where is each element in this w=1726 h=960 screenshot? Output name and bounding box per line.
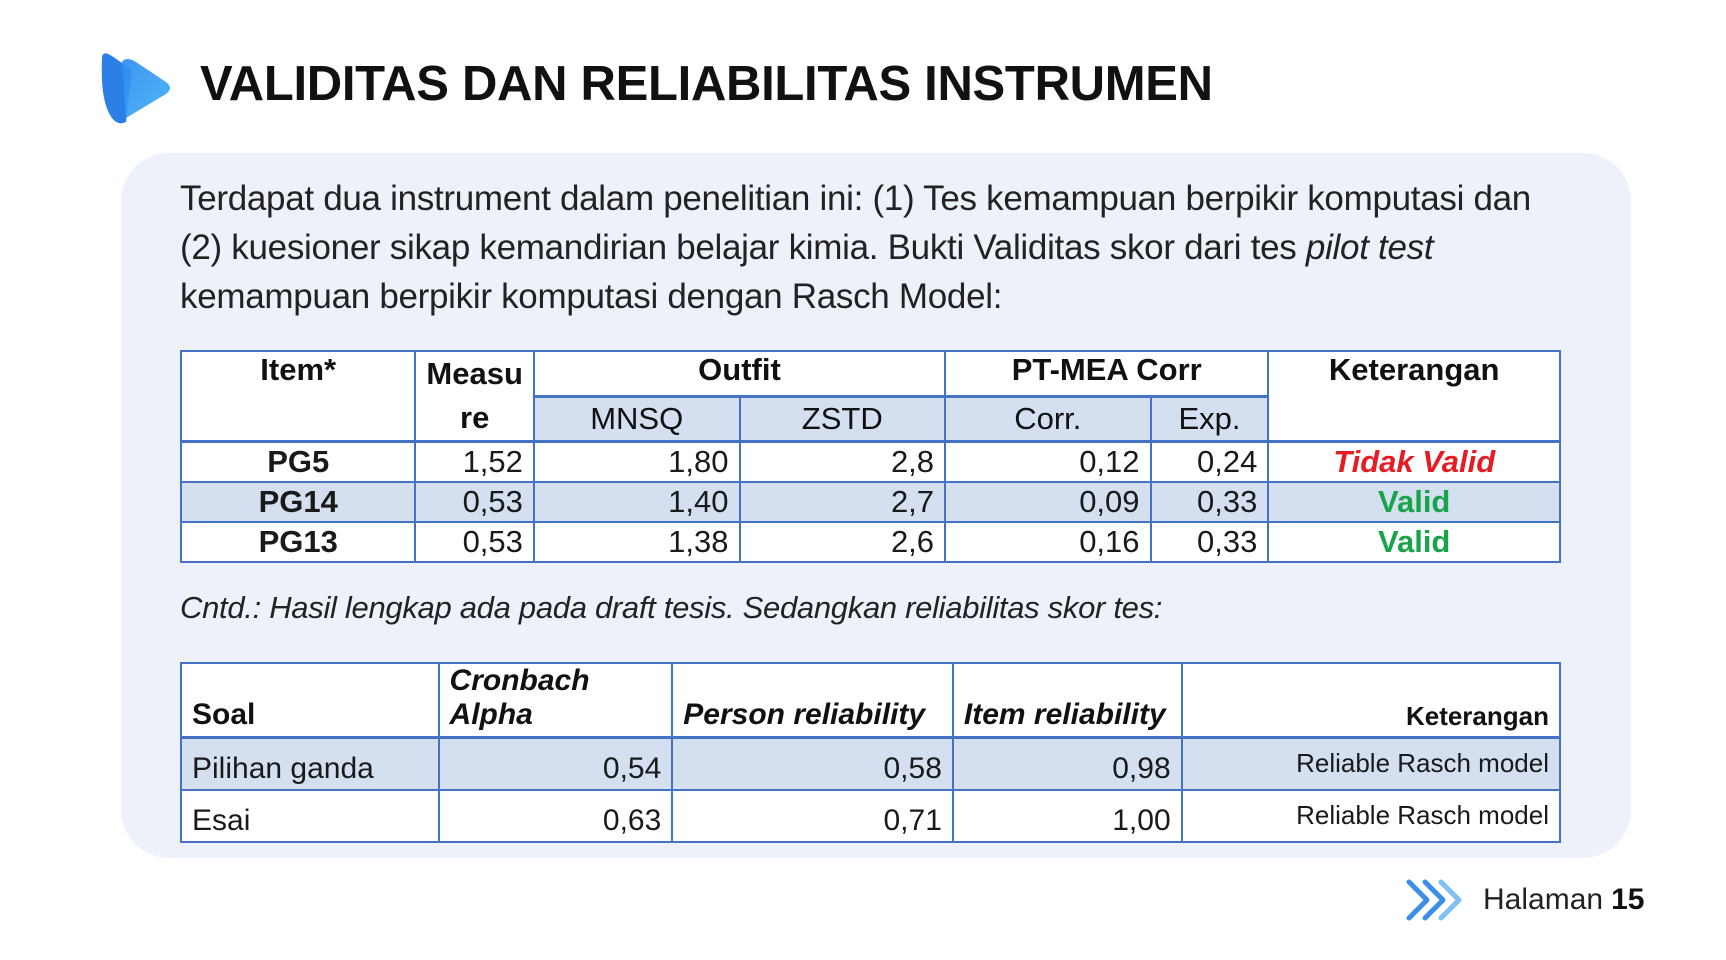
table-row (181, 790, 1560, 842)
note-text: Cntd.: Hasil lengkap ada pada draft tesis. Sedangkan reliabilitas skor tes: (180, 590, 1163, 625)
header-ptmea: PT-MEA Corr (945, 351, 1268, 396)
cell-keterangan: Reliable Rasch model (1182, 790, 1560, 842)
cell-item: 0,98 (953, 738, 1182, 790)
cell-mnsq: 1,80 (534, 442, 740, 482)
header-measure (415, 351, 533, 442)
cell-corr: 0,09 (945, 482, 1150, 522)
header-zstd: ZSTD (740, 396, 946, 441)
header-measure-line1: Measu (426, 356, 523, 391)
cell-measure: 0,53 (415, 522, 533, 562)
cell-zstd: 2,6 (740, 522, 946, 562)
cell-zstd: 2,8 (740, 442, 946, 482)
cell-person: 0,58 (672, 738, 953, 790)
cell-keterangan: Reliable Rasch model (1182, 738, 1560, 790)
page-number: 15 (1611, 883, 1645, 916)
page-label: Halaman (1483, 883, 1604, 916)
header-person-reliability: Person reliability (672, 663, 953, 738)
cell-mnsq: 1,40 (534, 482, 740, 522)
cell-mnsq: 1,38 (534, 522, 740, 562)
table-row (181, 442, 1560, 482)
intro-paragraph (180, 174, 1540, 321)
cell-exp: 0,33 (1151, 522, 1269, 562)
cell-cronbach: 0,63 (439, 790, 673, 842)
header-cronbach: Cronbach Alpha (439, 663, 673, 738)
header-corr: Corr. (945, 396, 1150, 441)
cell-exp: 0,24 (1151, 442, 1269, 482)
table-row (181, 482, 1560, 522)
header-soal: Soal (181, 663, 439, 738)
header-exp: Exp. (1151, 396, 1269, 441)
reliability-table (180, 662, 1561, 843)
table-row (181, 522, 1560, 562)
header-mnsq: MNSQ (534, 396, 740, 441)
intro-text-1: Terdapat dua instrument dalam penelitian ini: (1) Tes kemampuan berpikir komputasi dan (2) kuesioner sikap kemandirian belajar kimia. Bukti Validitas skor dari tes (180, 179, 1531, 267)
cell-item: PG14 (181, 482, 415, 522)
page-footer (1405, 875, 1644, 925)
table-row (181, 738, 1560, 790)
header-measure-line2: re (460, 400, 490, 435)
header-keterangan: Keterangan (1182, 663, 1560, 738)
cell-item: 1,00 (953, 790, 1182, 842)
cell-cronbach: 0,54 (439, 738, 673, 790)
cell-corr: 0,16 (945, 522, 1150, 562)
cell-soal: Esai (181, 790, 439, 842)
brand-logo-icon (96, 52, 172, 124)
cell-person: 0,71 (672, 790, 953, 842)
cell-zstd: 2,7 (740, 482, 946, 522)
cell-corr: 0,12 (945, 442, 1150, 482)
cell-soal: Pilihan ganda (181, 738, 439, 790)
cell-status-valid: Valid (1268, 522, 1560, 562)
cell-exp: 0,33 (1151, 482, 1269, 522)
cell-status-valid: Valid (1268, 482, 1560, 522)
cell-item: PG13 (181, 522, 415, 562)
cell-status-invalid: Tidak Valid (1268, 442, 1560, 482)
cell-measure: 1,52 (415, 442, 533, 482)
header-outfit: Outfit (534, 351, 945, 396)
cell-measure: 0,53 (415, 482, 533, 522)
header-item: Item* (181, 351, 415, 442)
intro-text-2: kemampuan berpikir komputasi dengan Rasch Model: (180, 277, 1003, 316)
header-item-reliability: Item reliability (953, 663, 1182, 738)
cell-item: PG5 (181, 442, 415, 482)
header-keterangan: Keterangan (1268, 351, 1560, 442)
page-title: VALIDITAS DAN RELIABILITAS INSTRUMEN (200, 57, 1213, 111)
validity-table (180, 350, 1561, 563)
intro-italic-text: pilot test (1305, 228, 1434, 267)
double-chevron-right-icon[interactable] (1405, 878, 1463, 922)
